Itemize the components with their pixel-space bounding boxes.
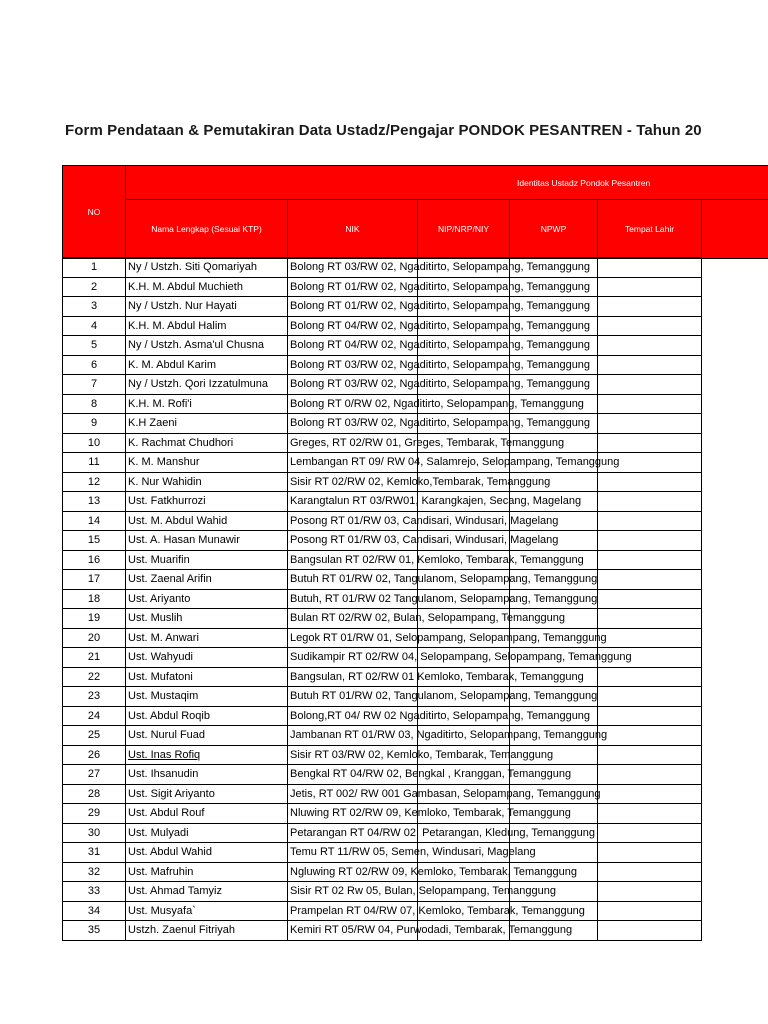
tempat-lahir-cell: [598, 258, 702, 278]
row-number-cell: 14: [63, 511, 126, 531]
name-cell: Ny / Ustzh. Nur Hayati: [126, 297, 288, 317]
address-text: Bolong RT 03/RW 02, Ngaditirto, Selopampang, Temanggung: [290, 261, 591, 273]
tempat-lahir-cell: [598, 414, 702, 434]
tempat-lahir-cell: [598, 589, 702, 609]
address-text: Bolong RT 01/RW 02, Ngaditirto, Selopampang, Temanggung: [290, 300, 591, 312]
address-text: Greges, RT 02/RW 01, Greges, Tembarak, Temanggung: [290, 436, 565, 449]
header-col-nip-label: NIP/NRP/NIY: [437, 224, 489, 234]
tempat-lahir-cell: [598, 687, 702, 707]
header-extra-cell: [701, 199, 768, 259]
address-text: Bulan RT 02/RW 02, Bulan, Selopampang, Temanggung: [290, 612, 565, 624]
address-text: Lembangan RT 09/ RW 04, Salamrejo, Selopampang, Temanggung: [290, 456, 620, 468]
address-text: Bolong RT 01/RW 02, Ngaditirto, Selopampang, Temanggung: [290, 280, 591, 293]
nik-cell: [288, 550, 584, 570]
tempat-lahir-cell: [598, 316, 702, 336]
table-row: [63, 433, 702, 453]
header-col-name-label: Nama Lengkap (Sesuai KTP): [151, 224, 262, 234]
row-number-cell: 2: [63, 277, 126, 297]
name-cell: Ust. Ahmad Tamyiz: [126, 882, 288, 902]
address-text: Bolong RT 03/RW 02, Ngaditirto, Selopampang, Temanggung: [290, 378, 591, 390]
nik-cell: [288, 921, 573, 941]
name-cell: K. M. Abdul Karim: [126, 355, 288, 375]
row-number-cell: 7: [63, 375, 126, 395]
address-text: Sudikampir RT 02/RW 04, Selopampang, Selopampang, Temanggung: [290, 651, 632, 663]
address-text: Bengkal RT 04/RW 02, Bengkal , Kranggan, Temanggung: [290, 768, 572, 780]
tempat-lahir-cell: [598, 628, 702, 648]
row-number-cell: 27: [63, 765, 126, 785]
row-number-cell: 10: [63, 433, 126, 453]
header-col-nik: [287, 199, 418, 259]
name-cell: K. Rachmat Chudhori: [126, 433, 288, 453]
address-text: Temu RT 11/RW 05, Semen, Windusari, Magelang: [290, 846, 536, 858]
row-number-cell: 4: [63, 316, 126, 336]
row-number-cell: 22: [63, 667, 126, 687]
row-number-cell: 28: [63, 784, 126, 804]
name-cell: K.H Zaeni: [126, 414, 288, 434]
tempat-lahir-cell: [598, 784, 702, 804]
name-cell: Ust. Sigit Ariyanto: [126, 784, 288, 804]
name-cell: K.H. M. Abdul Muchieth: [126, 277, 288, 297]
table-row: [63, 882, 702, 902]
name-cell: K. Nur Wahidin: [126, 472, 288, 492]
name-cell: Ust. Musyafa`: [126, 901, 288, 921]
nik-cell: [288, 336, 591, 356]
row-number-cell: 15: [63, 531, 126, 551]
table-row: [63, 453, 702, 473]
tempat-lahir-cell: [598, 804, 702, 824]
header-col-nik-label: NIK: [345, 224, 360, 234]
address-text: Petarangan RT 04/RW 02, Petarangan, Kledung, Temanggung: [290, 826, 595, 839]
row-number-cell: 17: [63, 570, 126, 590]
table-row: [63, 492, 702, 512]
header-no-label: NO: [87, 207, 101, 217]
name-cell: Ust. Zaenal Arifin: [126, 570, 288, 590]
row-number-cell: 32: [63, 862, 126, 882]
tempat-lahir-cell: [598, 609, 702, 629]
header-group-cell: [125, 165, 768, 200]
row-number-cell: 16: [63, 550, 126, 570]
row-number-cell: 29: [63, 804, 126, 824]
nik-cell: [288, 882, 556, 902]
name-cell: Ust. Abdul Rouf: [126, 804, 288, 824]
nik-cell: [288, 472, 551, 492]
name-cell: Ustzh. Zaenul Fitriyah: [126, 921, 288, 941]
row-number-cell: 26: [63, 745, 126, 765]
name-cell: Ust. Ihsanudin: [126, 765, 288, 785]
nik-cell: [288, 355, 591, 375]
name-cell: Ust. Fatkhurrozi: [126, 492, 288, 512]
table-row: [63, 589, 702, 609]
row-number-cell: 6: [63, 355, 126, 375]
nik-cell: [288, 784, 601, 804]
name-cell: Ust. Inas Rofiq: [126, 745, 288, 765]
table-row: [63, 414, 702, 434]
tempat-lahir-cell: [598, 921, 702, 941]
nik-cell: [288, 531, 559, 551]
tempat-lahir-cell: [598, 882, 702, 902]
name-cell: Ust. Mafruhin: [126, 862, 288, 882]
address-text: Posong RT 01/RW 03, Candisari, Windusari, Magelang: [290, 514, 559, 527]
name-cell: Ust. A. Hasan Munawir: [126, 531, 288, 551]
address-text: Bolong RT 03/RW 02, Ngaditirto, Selopampang, Temanggung: [290, 358, 591, 371]
nik-cell: [288, 414, 591, 434]
nik-cell: [288, 706, 591, 726]
address-text: Legok RT 01/RW 01, Selopampang, Selopampang, Temanggung: [290, 631, 607, 644]
tempat-lahir-cell: [598, 550, 702, 570]
table-row: [63, 394, 702, 414]
row-number-cell: 18: [63, 589, 126, 609]
row-number-cell: 3: [63, 297, 126, 317]
tempat-lahir-cell: [598, 394, 702, 414]
table-row: [63, 921, 702, 941]
tempat-lahir-cell: [598, 433, 702, 453]
table-row: [63, 667, 702, 687]
row-number-cell: 23: [63, 687, 126, 707]
table-row: [63, 355, 702, 375]
header-col-name: [125, 199, 288, 259]
nik-cell: [288, 804, 571, 824]
table-row: [63, 765, 702, 785]
address-text: Sisir RT 02 Rw 05, Bulan, Selopampang, Temanggung: [290, 885, 556, 897]
address-text: Bangsulan, RT 02/RW 01 Kemloko, Tembarak, Temanggung: [290, 670, 584, 683]
nik-cell: [288, 453, 620, 473]
address-text: Prampelan RT 04/RW 07, Kemloko, Tembarak, Temanggung: [290, 904, 585, 917]
row-number-cell: 9: [63, 414, 126, 434]
nik-cell: [288, 667, 584, 687]
header-col-npwp-label: NPWP: [540, 224, 567, 234]
tempat-lahir-cell: [598, 472, 702, 492]
table-row: [63, 687, 702, 707]
row-number-cell: 33: [63, 882, 126, 902]
nik-cell: [288, 745, 554, 765]
name-cell: Ust. Abdul Roqib: [126, 706, 288, 726]
table-row: [63, 823, 702, 843]
address-text: Bolong RT 04/RW 02, Ngaditirto, Selopampang, Temanggung: [290, 339, 591, 351]
name-cell: K.H. M. Rofi'i: [126, 394, 288, 414]
nik-cell: [288, 297, 591, 317]
table-row: [63, 804, 702, 824]
name-cell: Ust. Ariyanto: [126, 589, 288, 609]
name-cell: Ust. Wahyudi: [126, 648, 288, 668]
nik-cell: [288, 628, 607, 648]
address-text: Ngluwing RT 02/RW 09, Kemloko, Tembarak, Temanggung: [290, 865, 577, 878]
row-number-cell: 8: [63, 394, 126, 414]
address-text: Bolong RT 0/RW 02, Ngaditirto, Selopampang, Temanggung: [290, 397, 584, 410]
table-row: [63, 297, 702, 317]
row-number-cell: 35: [63, 921, 126, 941]
form-title: Form Pendataan & Pemutakiran Data Ustadz/Pengajar PONDOK PESANTREN - Tahun 20: [65, 122, 702, 139]
nik-cell: [288, 433, 565, 453]
table-row: [63, 901, 702, 921]
table-row: [63, 726, 702, 746]
header-col-npwp: [509, 199, 598, 259]
table-row: [63, 531, 702, 551]
table-row: [63, 843, 702, 863]
tempat-lahir-cell: [598, 843, 702, 863]
header-no-cell: [62, 165, 126, 259]
nik-cell: [288, 375, 591, 395]
row-number-cell: 20: [63, 628, 126, 648]
table-row: [63, 336, 702, 356]
tempat-lahir-cell: [598, 336, 702, 356]
nik-cell: [288, 862, 577, 882]
table-row: [63, 706, 702, 726]
address-text: Nluwing RT 02/RW 09, Kemloko, Tembarak, Temanggung: [290, 807, 571, 819]
table-row: [63, 511, 702, 531]
tempat-lahir-cell: [598, 492, 702, 512]
row-number-cell: 12: [63, 472, 126, 492]
nik-cell: [288, 823, 595, 843]
address-text: Karangtalun RT 03/RW01, Karangkajen, Secang, Magelang: [290, 495, 582, 507]
name-cell: Ust. M. Anwari: [126, 628, 288, 648]
name-cell: Ny / Ustzh. Asma'ul Chusna: [126, 336, 288, 356]
row-number-cell: 34: [63, 901, 126, 921]
table-row: [63, 277, 702, 297]
header-col-tempat-lahir-label: Tempat Lahir: [624, 224, 675, 234]
nik-cell: [288, 901, 585, 921]
nik-cell: [288, 492, 582, 512]
name-cell: Ny / Ustzh. Siti Qomariyah: [126, 258, 288, 278]
table-row: [63, 784, 702, 804]
address-text: Jetis, RT 002/ RW 001 Gambasan, Selopampang, Temanggung: [290, 787, 601, 800]
row-number-cell: 25: [63, 726, 126, 746]
name-cell: Ust. M. Abdul Wahid: [126, 511, 288, 531]
tempat-lahir-cell: [598, 355, 702, 375]
tempat-lahir-cell: [598, 570, 702, 590]
address-text: Bangsulan RT 02/RW 01, Kemloko, Tembarak, Temanggung: [290, 553, 584, 566]
tempat-lahir-cell: [598, 765, 702, 785]
data-table: [62, 257, 702, 941]
nik-cell: [288, 765, 572, 785]
nik-cell: [288, 843, 536, 863]
name-cell: K.H. M. Abdul Halim: [126, 316, 288, 336]
tempat-lahir-cell: [598, 745, 702, 765]
nik-cell: [288, 394, 584, 414]
nik-cell: [288, 648, 632, 668]
table-row: [63, 609, 702, 629]
table-row: [63, 745, 702, 765]
address-text: Jambanan RT 01/RW 03, Ngaditirto, Selopampang, Temanggung: [290, 729, 608, 741]
nik-cell: [288, 687, 598, 707]
tempat-lahir-cell: [598, 862, 702, 882]
row-number-cell: 21: [63, 648, 126, 668]
nik-cell: [288, 609, 565, 629]
name-cell: K. M. Manshur: [126, 453, 288, 473]
header-col-nip: [417, 199, 510, 259]
tempat-lahir-cell: [598, 667, 702, 687]
nik-cell: [288, 277, 591, 297]
address-text: Butuh RT 01/RW 02, Tangulanom, Selopampang, Temanggung: [290, 690, 598, 702]
table-row: [63, 862, 702, 882]
nik-cell: [288, 589, 598, 609]
nik-cell: [288, 511, 559, 531]
address-text: Kemiri RT 05/RW 04, Purwodadi, Tembarak, Temanggung: [290, 924, 573, 936]
address-text: Bolong RT 03/RW 02, Ngaditirto, Selopampang, Temanggung: [290, 417, 591, 429]
table-row: [63, 472, 702, 492]
name-cell: Ust. Abdul Wahid: [126, 843, 288, 863]
name-cell: Ust. Muslih: [126, 609, 288, 629]
row-number-cell: 24: [63, 706, 126, 726]
table-row: [63, 316, 702, 336]
table-row: [63, 628, 702, 648]
row-number-cell: 30: [63, 823, 126, 843]
table-row: [63, 258, 702, 278]
table-row: [63, 570, 702, 590]
nik-cell: [288, 316, 591, 336]
tempat-lahir-cell: [598, 511, 702, 531]
row-number-cell: 5: [63, 336, 126, 356]
nik-cell: [288, 726, 608, 746]
tempat-lahir-cell: [598, 375, 702, 395]
header-group-label: Identitas Ustadz Pondok Pesantren: [517, 177, 651, 188]
address-text: Butuh RT 01/RW 02, Tangulanom, Selopampang, Temanggung: [290, 573, 598, 585]
address-text: Sisir RT 03/RW 02, Kemloko, Tembarak, Temanggung: [290, 748, 554, 761]
name-cell: Ust. Muarifin: [126, 550, 288, 570]
address-text: Bolong,RT 04/ RW 02 Ngaditirto, Selopampang, Temanggung: [290, 709, 591, 722]
row-number-cell: 13: [63, 492, 126, 512]
name-cell: Ust. Mufatoni: [126, 667, 288, 687]
name-cell: Ust. Nurul Fuad: [126, 726, 288, 746]
tempat-lahir-cell: [598, 901, 702, 921]
name-cell: Ust. Mustaqim: [126, 687, 288, 707]
table-row: [63, 648, 702, 668]
tempat-lahir-cell: [598, 726, 702, 746]
row-number-cell: 11: [63, 453, 126, 473]
tempat-lahir-cell: [598, 706, 702, 726]
header-col-tempat-lahir: [597, 199, 702, 259]
address-text: Sisir RT 02/RW 02, Kemloko,Tembarak, Temanggung: [290, 475, 551, 488]
address-text: Butuh, RT 01/RW 02 Tangulanom, Selopampang, Temanggung: [290, 592, 598, 605]
table-row: [63, 375, 702, 395]
row-number-cell: 31: [63, 843, 126, 863]
name-cell: Ust. Mulyadi: [126, 823, 288, 843]
tempat-lahir-cell: [598, 531, 702, 551]
tempat-lahir-cell: [598, 297, 702, 317]
address-text: Posong RT 01/RW 03, Candisari, Windusari, Magelang: [290, 534, 559, 546]
nik-cell: [288, 258, 591, 278]
row-number-cell: 19: [63, 609, 126, 629]
tempat-lahir-cell: [598, 823, 702, 843]
nik-cell: [288, 570, 598, 590]
name-cell: Ny / Ustzh. Qori Izzatulmuna: [126, 375, 288, 395]
tempat-lahir-cell: [598, 277, 702, 297]
address-text: Bolong RT 04/RW 02, Ngaditirto, Selopampang, Temanggung: [290, 319, 591, 332]
table-row: [63, 550, 702, 570]
row-number-cell: 1: [63, 258, 126, 278]
